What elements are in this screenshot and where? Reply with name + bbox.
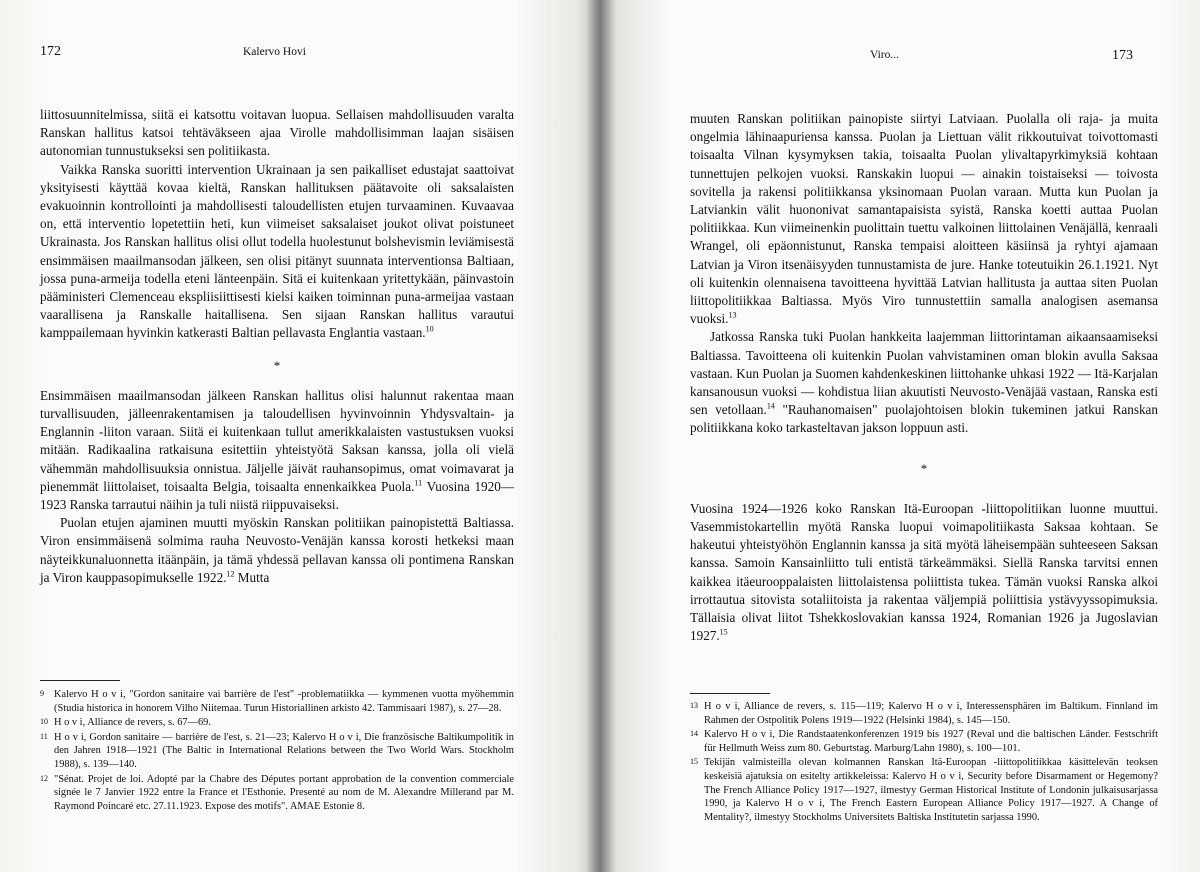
page-number: 172 bbox=[40, 44, 61, 59]
paragraph: muuten Ranskan politiikan painopiste siirtyi Latviaan. Puolalla oli raja- ja muita ongelmia lähinaapuriensa kanssa. Puolan ja Liettuan välit rikkoutuivat toivottomasti toisaalta Vilnan kysymyksen takia, toisaalta Puolan ylivaltapyrkimyksiä kohtaan tunnettujen pelkojen vuoksi. Ranskakin luopui — ainakin toistaiseksi — toivosta sovitella ja rakensi politiikkansa yksinomaan Puolan varaan. Mutta kun Puolan ja Latviankin välit huononivat samantapaisista syistä, Ranska koetti auttaa Puolan politiikkaa. Kun viimeinenkin puolittain tuettu valkoinen liittolainen Venäjällä, kenraali Wrangel, oli epäonnistunut, Ranska tempaisi aloitteen käsiinsä ja ryhtyi ajamaan Latvian ja Viron itsenäisyyden tunnustamista de jure. Hanke toteutuikin 26.1.1921. Nyt oli kuitenkin olennaisena tavoitteena hyvittää Latvian hallitusta ja auttaa siten Puolan liittopolitiikkaa Baltiassa. Myös Viro tunnustettiin samalla analogisen asemansa vuoksi.$^{13}$ bbox=[690, 111, 1158, 327]
section-divider: * bbox=[273, 357, 281, 373]
footnote: 10 H o v i, Alliance de revers, s. 67—69. bbox=[40, 717, 211, 729]
footnote: 12 "Sénat. Projet de loi. Adopté par la Chabre des Députes portant approbation de la convention commerciale signée le 7 Janvier 1922 entre la France et l'Esthonie. Presenté au nom de M. Alexandre Millerand par M. Raymond Poincaré etc. 27.11.1923. Expose des motifs". AMAE Estonie 8. bbox=[40, 773, 514, 812]
footnote-rule bbox=[690, 693, 770, 694]
footnote-ref: 11 bbox=[414, 478, 423, 488]
paragraph: Ensimmäisen maailmansodan jälkeen Ranskan hallitus olisi halunnut rakentaa maan turvallisuuden, jälleenrakentamisen ja taloudellisen hyvinvoinnin Yhdysvaltain- ja Englannin -liiton varaan. Siitä ei kuitenkaan tullut amerikkalaisten vastustuksen vuoksi mitään. Radikaalina ratkaisuna esitettiin yhteistyötä Saksan kanssa, jolla oli vielä vähemmän mahdollisuuksia onnistua. Jäljelle jäivät rauhansopimus, omat voimavarat ja pienemmät liittolaiset, toisaalta Belgia, toisaalta ennenkaikkea Puola.$^{11}$ Vuosina 1920—1923 Ranska tarrautui näihin ja tuli niistä riippuvaiseksi. bbox=[40, 387, 515, 513]
footnote: 14 Kalervo H o v i, Die Randstaatenkonferenzen 1919 bis 1927 (Reval und die baltischen Länder. Festschrift für Hellmuth Weiss zum 80. Geburtstag. Marburg/Lahn 1980), s. 100—101. bbox=[690, 729, 1158, 754]
footnote-ref: 10 bbox=[425, 325, 434, 335]
footnote-ref: 12 bbox=[226, 569, 235, 579]
footnote-ref: 15 bbox=[719, 627, 728, 637]
footnote: 13 H o v i, Alliance de revers, s. 115—119; Kalervo H o v i, Interessensphären im Baltikum. Finnland im Rahmen der Ostpolitik Polens 1919—1922 (Helsinki 1984), s. 145—150. bbox=[690, 701, 1158, 726]
footnote: 15 Tekijän valmisteilla olevan kolmannen Ranskan Itä-Euroopan -liittopolitiikkaa käsittelevän teoksen keskeisiä ajatuksia on esitelty artikkeleissa: Kalervo H o v i, Security before Disarmament or Hegemony? The French Alliance Policy 1917—1927, ilmestyy German Historical Institute of Londonin julkaisusarjassa 1990, ja Kalervo H o v i, The French Eastern European Alliance Policy 1917—1927. A Change of Mentality?, ilmestyy Stockholms Universitets Baltiska Institutetin sarjassa 1990. bbox=[690, 757, 1158, 823]
paragraph: Vuosina 1924—1926 koko Ranskan Itä-Euroopan -liittopolitiikan luonne muuttui. Vasemmistokartellin myötä Ranska luopui voimapolitiikasta Saksaa kohtaan. Se hakeutui yhteistyöhön Englannin kanssa ja sitä myötä läheisempään suhteeseen Saksan kanssa. Samoin Kansainliitto tuli entistä tärkeämmäksi. Siellä Ranska tarvitsi ennen kaikkea itäeurooppalaisten liittolaistensa poliittista tukea. Tämän vuoksi Ranska alkoi irrottautua sitovista sotaliitoista ja rakentaa väljempiä poliittisia ystävyyssopimuksia. Tällaisia olivat liitot Tshekkoslovakian kanssa 1924, Romanian 1926 ja Jugoslavian 1927.15 bbox=[690, 500, 1158, 644]
footnotes bbox=[690, 700, 1158, 825]
page-number: 173 bbox=[1112, 48, 1133, 63]
footnotes bbox=[40, 688, 514, 814]
paragraph: Vaikka Ranska suoritti intervention Ukrainaan ja sen paikalliset edustajat saattoivat yksityisesti käyttää kovaa kieltä, Ranskan hallituksen päätavoite oli saksalaisten evakuoinnin kontrollointi ja mahdollisesti taloudellisten etujen turvaaminen. Kuvaavaa on, että interventio lopetettiin heti, kun viimeiset saksalaiset joukot olivat poistuneet Ukrainasta. Jos Ranskan hallitus olisi ollut todella huolestunut bolshevismin leviämisestä ensimmäisen maailmansodan jälkeen, sen olisi pitänyt suunnata interventionsa Baltiaan, jossa puna-armeija todella eteni länteenpäin. Sitä ei kuitenkaan yritettykään, päinvastoin pääministeri Clemenceau ekspliisiittisesti kielsi kaiken toiminnan puna-armeijaa vastaan vaarallisena ja Ranskalle haitallisena. Sen sijaan Ranskan hallitus varautui kamppailemaan hyvinkin katkerasti Baltian pellavasta Englantia vastaan.$^{10}$ bbox=[40, 161, 514, 341]
body-text bbox=[690, 110, 1158, 645]
running-head: Viro... bbox=[870, 49, 900, 61]
paragraph: Puolan etujen ajaminen muutti myöskin Ranskan politiikan painopistettä Baltiassa. Viron ensimmäisenä solmima rauha Neuvosto-Venäjän kanssa korosti hetkeksi maan näyteikkunaluonnetta itäänpäin, ja tämä yhdessä pellavan kanssa oli pontimena Ranskan ja Viron kauppasopimukselle 1922.12 Mutta bbox=[40, 515, 514, 585]
footnote: 9 Kalervo H o v i, "Gordon sanitaire vai barrière de l'est" -problematiikka — kymmenen vuotta myöhemmin (Studia historica in honorem Vilho Niitemaa. Turun Historiallinen arkisto 42. Tammisaari 1987), s. 27—28. bbox=[40, 689, 514, 714]
section-divider: * bbox=[920, 460, 928, 476]
body-text bbox=[40, 106, 514, 587]
footnote-rule bbox=[40, 680, 120, 681]
paragraph: Jatkossa Ranska tuki Puolan hankkeita laajemman liittorintaman aikaansaamiseksi Baltiassa. Tavoitteena oli kuitenkin Puolan vahvistaminen oman blokin avulla Saksaa vastaan. Kun Puolan ja Suomen kahdenkeskinen liittohanke uhkasi 1922 — Itä-Karjalan kansanousun vuoksi — kohdistua liian akuutisti Neuvosto-Venäjää vastaan, Ranska esti sen vetollaan.$^{14}$ "Rauhanomaisen" puolajohtoisen blokin tukeminen jatkui Ranskan politiikkana koko tarkasteltavan jakson loppuun asti. bbox=[690, 329, 1158, 436]
footnote-ref: 14 bbox=[766, 401, 775, 411]
paragraph: liittosuunnitelmissa, siitä ei katsottu voitavan luopua. Sellaisen mahdollisuuden varalta Ranskan hallitus katsoi tehtäväkseen ajaa Virolle mahdollisimman laajan sisäisen autonomian tunnustukseksi sen politiikasta. bbox=[40, 107, 514, 159]
right-page bbox=[600, 0, 1200, 872]
footnote: 11 H o v i, Gordon sanitaire — barrière de l'est, s. 21—23; Kalervo H o v i, Die französische Baltikumpolitik in den Jahren 1918—1921 (The Baltic in International Relations between the Two World Wars. Stockholm 1988), s. 139—140. bbox=[40, 731, 514, 770]
footnote-ref: 13 bbox=[728, 310, 737, 320]
running-head: Kalervo Hovi bbox=[243, 46, 306, 58]
